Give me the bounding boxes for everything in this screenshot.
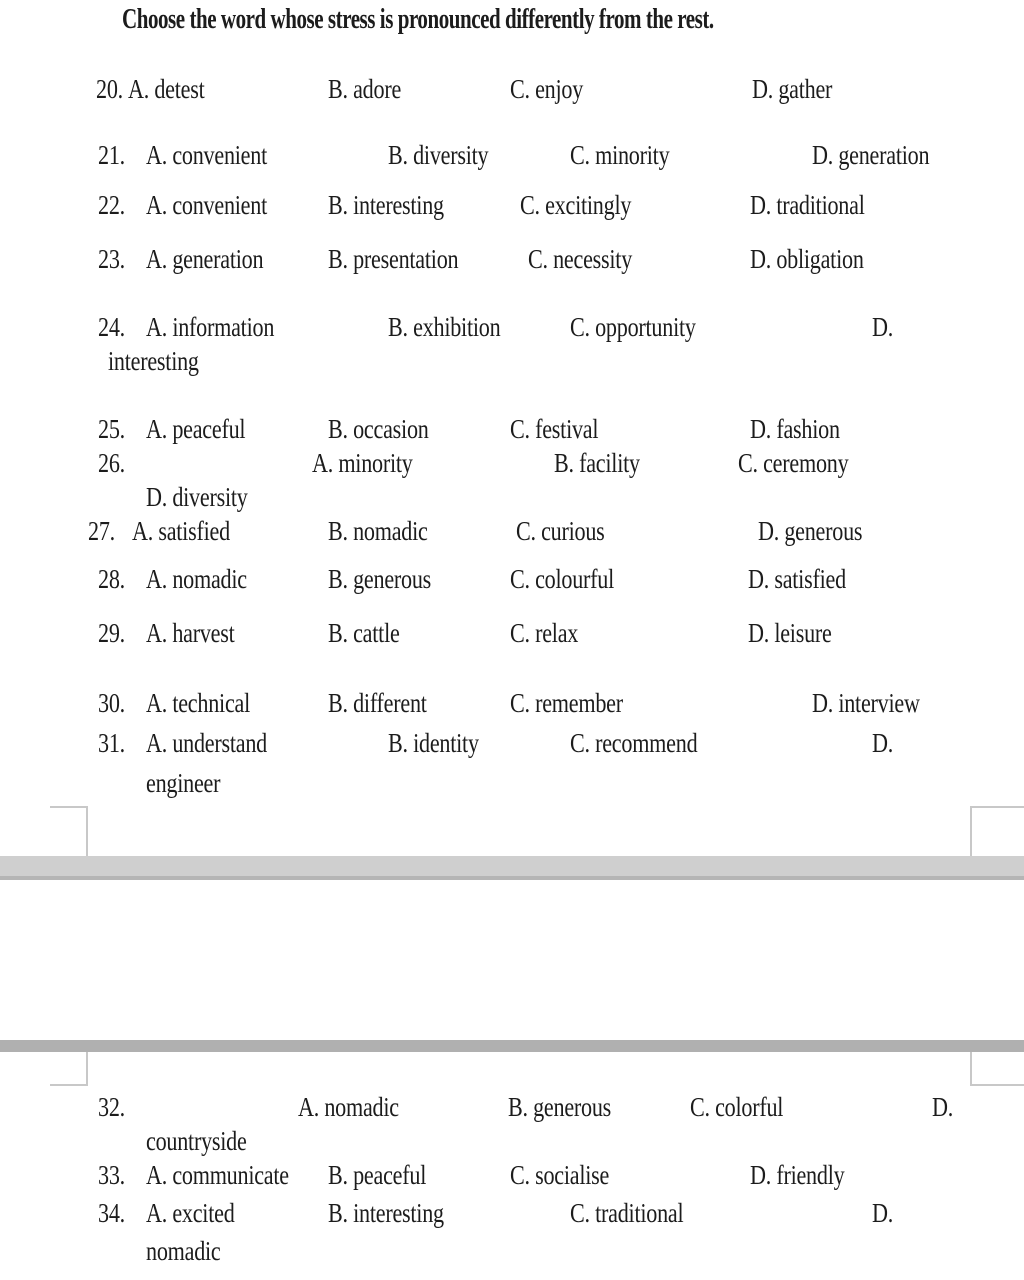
option-c: C. minority [570,140,670,170]
option-c: C. ceremony [738,448,849,478]
option-a: A. satisfied [132,516,230,546]
question-number: 20. [96,74,123,104]
option-d: D. satisfied [748,564,846,594]
crop-mark-bottom-right [970,806,1024,860]
option-a: A. nomadic [298,1092,399,1122]
option-c: C. opportunity [570,312,696,342]
option-d: D. [872,1198,894,1228]
option-c: C. necessity [528,244,633,274]
option-a: A. nomadic [146,564,247,594]
option-b: B. facility [554,448,640,478]
option-d-continuation: interesting [108,346,199,376]
option-b: B. interesting [328,190,444,220]
question-number: 31. [98,728,125,758]
option-b: B. diversity [388,140,489,170]
question-number: 26. [98,448,125,478]
option-a: A. convenient [146,190,268,220]
option-d: D. fashion [750,414,840,444]
option-a: A. generation [146,244,264,274]
question-number: 29. [98,618,125,648]
question-number: 34. [98,1198,125,1228]
option-b: B. different [328,688,427,718]
instruction-heading: Choose the word whose stress is pronounced differently from the rest. [122,4,714,35]
option-c: C. excitingly [520,190,632,220]
option-c: C. colorful [690,1092,784,1122]
option-b: B. generous [508,1092,612,1122]
option-c: C. relax [510,618,579,648]
option-d: D. traditional [750,190,865,220]
option-a: A. technical [146,688,251,718]
option-a: A. convenient [146,140,268,170]
option-b: B. adore [328,74,402,104]
option-d: D. diversity [146,482,248,512]
option-c: C. socialise [510,1160,610,1190]
option-a: A. minority [312,448,413,478]
option-a: A. communicate [146,1160,289,1190]
option-b: B. cattle [328,618,400,648]
option-a: A. excited [146,1198,235,1228]
option-b: B. occasion [328,414,429,444]
option-d-continuation: nomadic [146,1236,221,1266]
option-d: D. leisure [748,618,832,648]
option-c: C. enjoy [510,74,584,104]
question-number: 32. [98,1092,125,1122]
option-b: B. peaceful [328,1160,427,1190]
option-d: D. generation [812,140,930,170]
option-d: D. [872,312,894,342]
option-c: C. curious [516,516,605,546]
option-d: D. generous [758,516,863,546]
option-a: A. detest [128,74,205,104]
page-break [0,856,1024,1056]
option-b: B. nomadic [328,516,428,546]
option-c: C. remember [510,688,623,718]
question-number: 30. [98,688,125,718]
option-b: B. identity [388,728,479,758]
page-break-edge-bottom [0,1040,1024,1052]
option-b: B. exhibition [388,312,501,342]
question-number: 28. [98,564,125,594]
option-d: D. obligation [750,244,864,274]
option-d: D. [932,1092,954,1122]
question-number: 23. [98,244,125,274]
option-c: C. recommend [570,728,698,758]
crop-mark-top-left [50,1052,88,1086]
option-d: D. gather [752,74,833,104]
option-c: C. festival [510,414,599,444]
crop-mark-bottom-left [50,806,88,860]
crop-mark-top-right [970,1052,1024,1086]
option-c: C. colourful [510,564,615,594]
question-number: 24. [98,312,125,342]
option-b: B. generous [328,564,432,594]
question-number: 25. [98,414,125,444]
option-d: D. [872,728,894,758]
option-c: C. traditional [570,1198,684,1228]
question-number: 27. [88,516,115,546]
option-b: B. interesting [328,1198,444,1228]
option-d-continuation: engineer [146,768,221,798]
page-break-edge-top [0,876,1024,880]
question-number: 33. [98,1160,125,1190]
option-d: D. friendly [750,1160,845,1190]
option-a: A. peaceful [146,414,246,444]
option-d-continuation: countryside [146,1126,247,1156]
option-a: A. harvest [146,618,235,648]
option-b: B. presentation [328,244,459,274]
question-number: 21. [98,140,125,170]
question-number: 22. [98,190,125,220]
option-a: A. understand [146,728,268,758]
option-a: A. information [146,312,275,342]
option-d: D. interview [812,688,920,718]
